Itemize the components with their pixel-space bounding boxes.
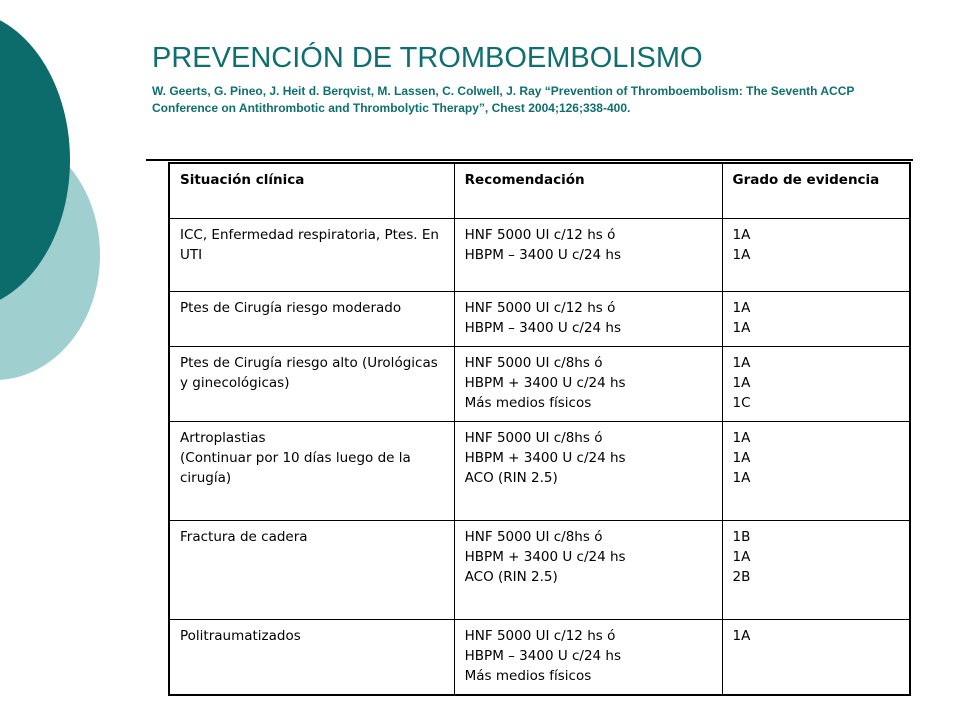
recommendation-line: HNF 5000 UI c/8hs ó	[464, 529, 603, 545]
evidence-grade: 1A	[732, 375, 751, 391]
evidence-grade: 1A	[732, 320, 751, 336]
situation-text: (Continuar por 10 días luego de la cirugía)	[180, 450, 411, 486]
table-row	[169, 219, 910, 292]
situation-text: Fractura de cadera	[180, 529, 308, 545]
recommendation-line: HNF 5000 UI c/12 hs ó	[464, 227, 616, 243]
situation-cell	[169, 219, 454, 292]
evidence-grade: 1A	[732, 300, 751, 316]
situation-text: Politraumatizados	[180, 628, 301, 644]
evidence-cell	[722, 219, 910, 292]
recommendation-line: HNF 5000 UI c/12 hs ó	[464, 300, 616, 316]
evidence-grade: 1B	[732, 529, 751, 545]
evidence-grade: 1A	[732, 470, 751, 486]
table-row	[169, 620, 910, 696]
header-situacion: Situación clínica	[169, 163, 454, 219]
evidence-grade: 1A	[732, 549, 751, 565]
recommendation-line: HNF 5000 UI c/8hs ó	[464, 430, 603, 446]
situation-cell	[169, 620, 454, 696]
situation-text: Artroplastias	[180, 430, 266, 446]
evidence-grade: 1A	[732, 227, 751, 243]
recommendation-line: HBPM – 3400 U c/24 hs	[464, 247, 622, 263]
situation-text: ICC, Enfermedad respiratoria, Ptes. En UTI	[180, 227, 439, 263]
recommendations-table	[168, 162, 911, 696]
situation-cell	[169, 347, 454, 422]
recommendation-cell	[454, 292, 722, 347]
evidence-grade: 1A	[732, 247, 751, 263]
recommendation-line: HNF 5000 UI c/12 hs ó	[464, 628, 616, 644]
header-recomendacion: Recomendación	[454, 163, 722, 219]
evidence-cell	[722, 347, 910, 422]
evidence-cell	[722, 620, 910, 696]
evidence-cell	[722, 521, 910, 620]
recommendation-line: HNF 5000 UI c/8hs ó	[464, 355, 603, 371]
evidence-grade: 1A	[732, 430, 751, 446]
evidence-grade: 1A	[732, 450, 751, 466]
recommendation-line: Más medios físicos	[464, 668, 592, 684]
table-header-row	[169, 163, 910, 219]
recommendation-line: HBPM – 3400 U c/24 hs	[464, 320, 622, 336]
page-title: PREVENCIÓN DE TROMBOEMBOLISMO	[152, 42, 703, 74]
divider-line	[146, 159, 913, 161]
table-row	[169, 347, 910, 422]
recommendation-cell	[454, 347, 722, 422]
recommendation-cell	[454, 219, 722, 292]
recommendation-line: Más medios físicos	[464, 395, 592, 411]
situation-cell	[169, 292, 454, 347]
situation-text: Ptes de Cirugía riesgo moderado	[180, 300, 402, 316]
reference-citation: W. Geerts, G. Pineo, J. Heit d. Berqvist, M. Lassen, C. Colwell, J. Ray “Prevention of Thromboembolism: The Seventh ACCP Conference on Antithrombotic and Thrombolytic Therapy”, Chest 2004;126;338-400.	[152, 84, 855, 115]
recommendation-cell	[454, 422, 722, 521]
recommendation-line: HBPM + 3400 U c/24 hs	[464, 549, 626, 565]
recommendation-cell	[454, 620, 722, 696]
recommendation-cell	[454, 521, 722, 620]
table-row	[169, 292, 910, 347]
situation-text: Ptes de Cirugía riesgo alto (Urológicas y ginecológicas)	[180, 355, 438, 391]
evidence-grade: 1A	[732, 355, 751, 371]
recommendation-line: HBPM + 3400 U c/24 hs	[464, 375, 626, 391]
table-row	[169, 521, 910, 620]
evidence-grade: 2B	[732, 569, 751, 585]
evidence-cell	[722, 292, 910, 347]
situation-cell	[169, 521, 454, 620]
evidence-grade: 1A	[732, 628, 751, 644]
recommendation-line: ACO (RIN 2.5)	[464, 470, 558, 486]
recommendation-line: ACO (RIN 2.5)	[464, 569, 558, 585]
recommendation-line: HBPM + 3400 U c/24 hs	[464, 450, 626, 466]
table-row	[169, 422, 910, 521]
evidence-cell	[722, 422, 910, 521]
recommendation-line: HBPM – 3400 U c/24 hs	[464, 648, 622, 664]
evidence-grade: 1C	[732, 395, 751, 411]
situation-cell	[169, 422, 454, 521]
header-grado-evidencia: Grado de evidencia	[722, 163, 910, 219]
